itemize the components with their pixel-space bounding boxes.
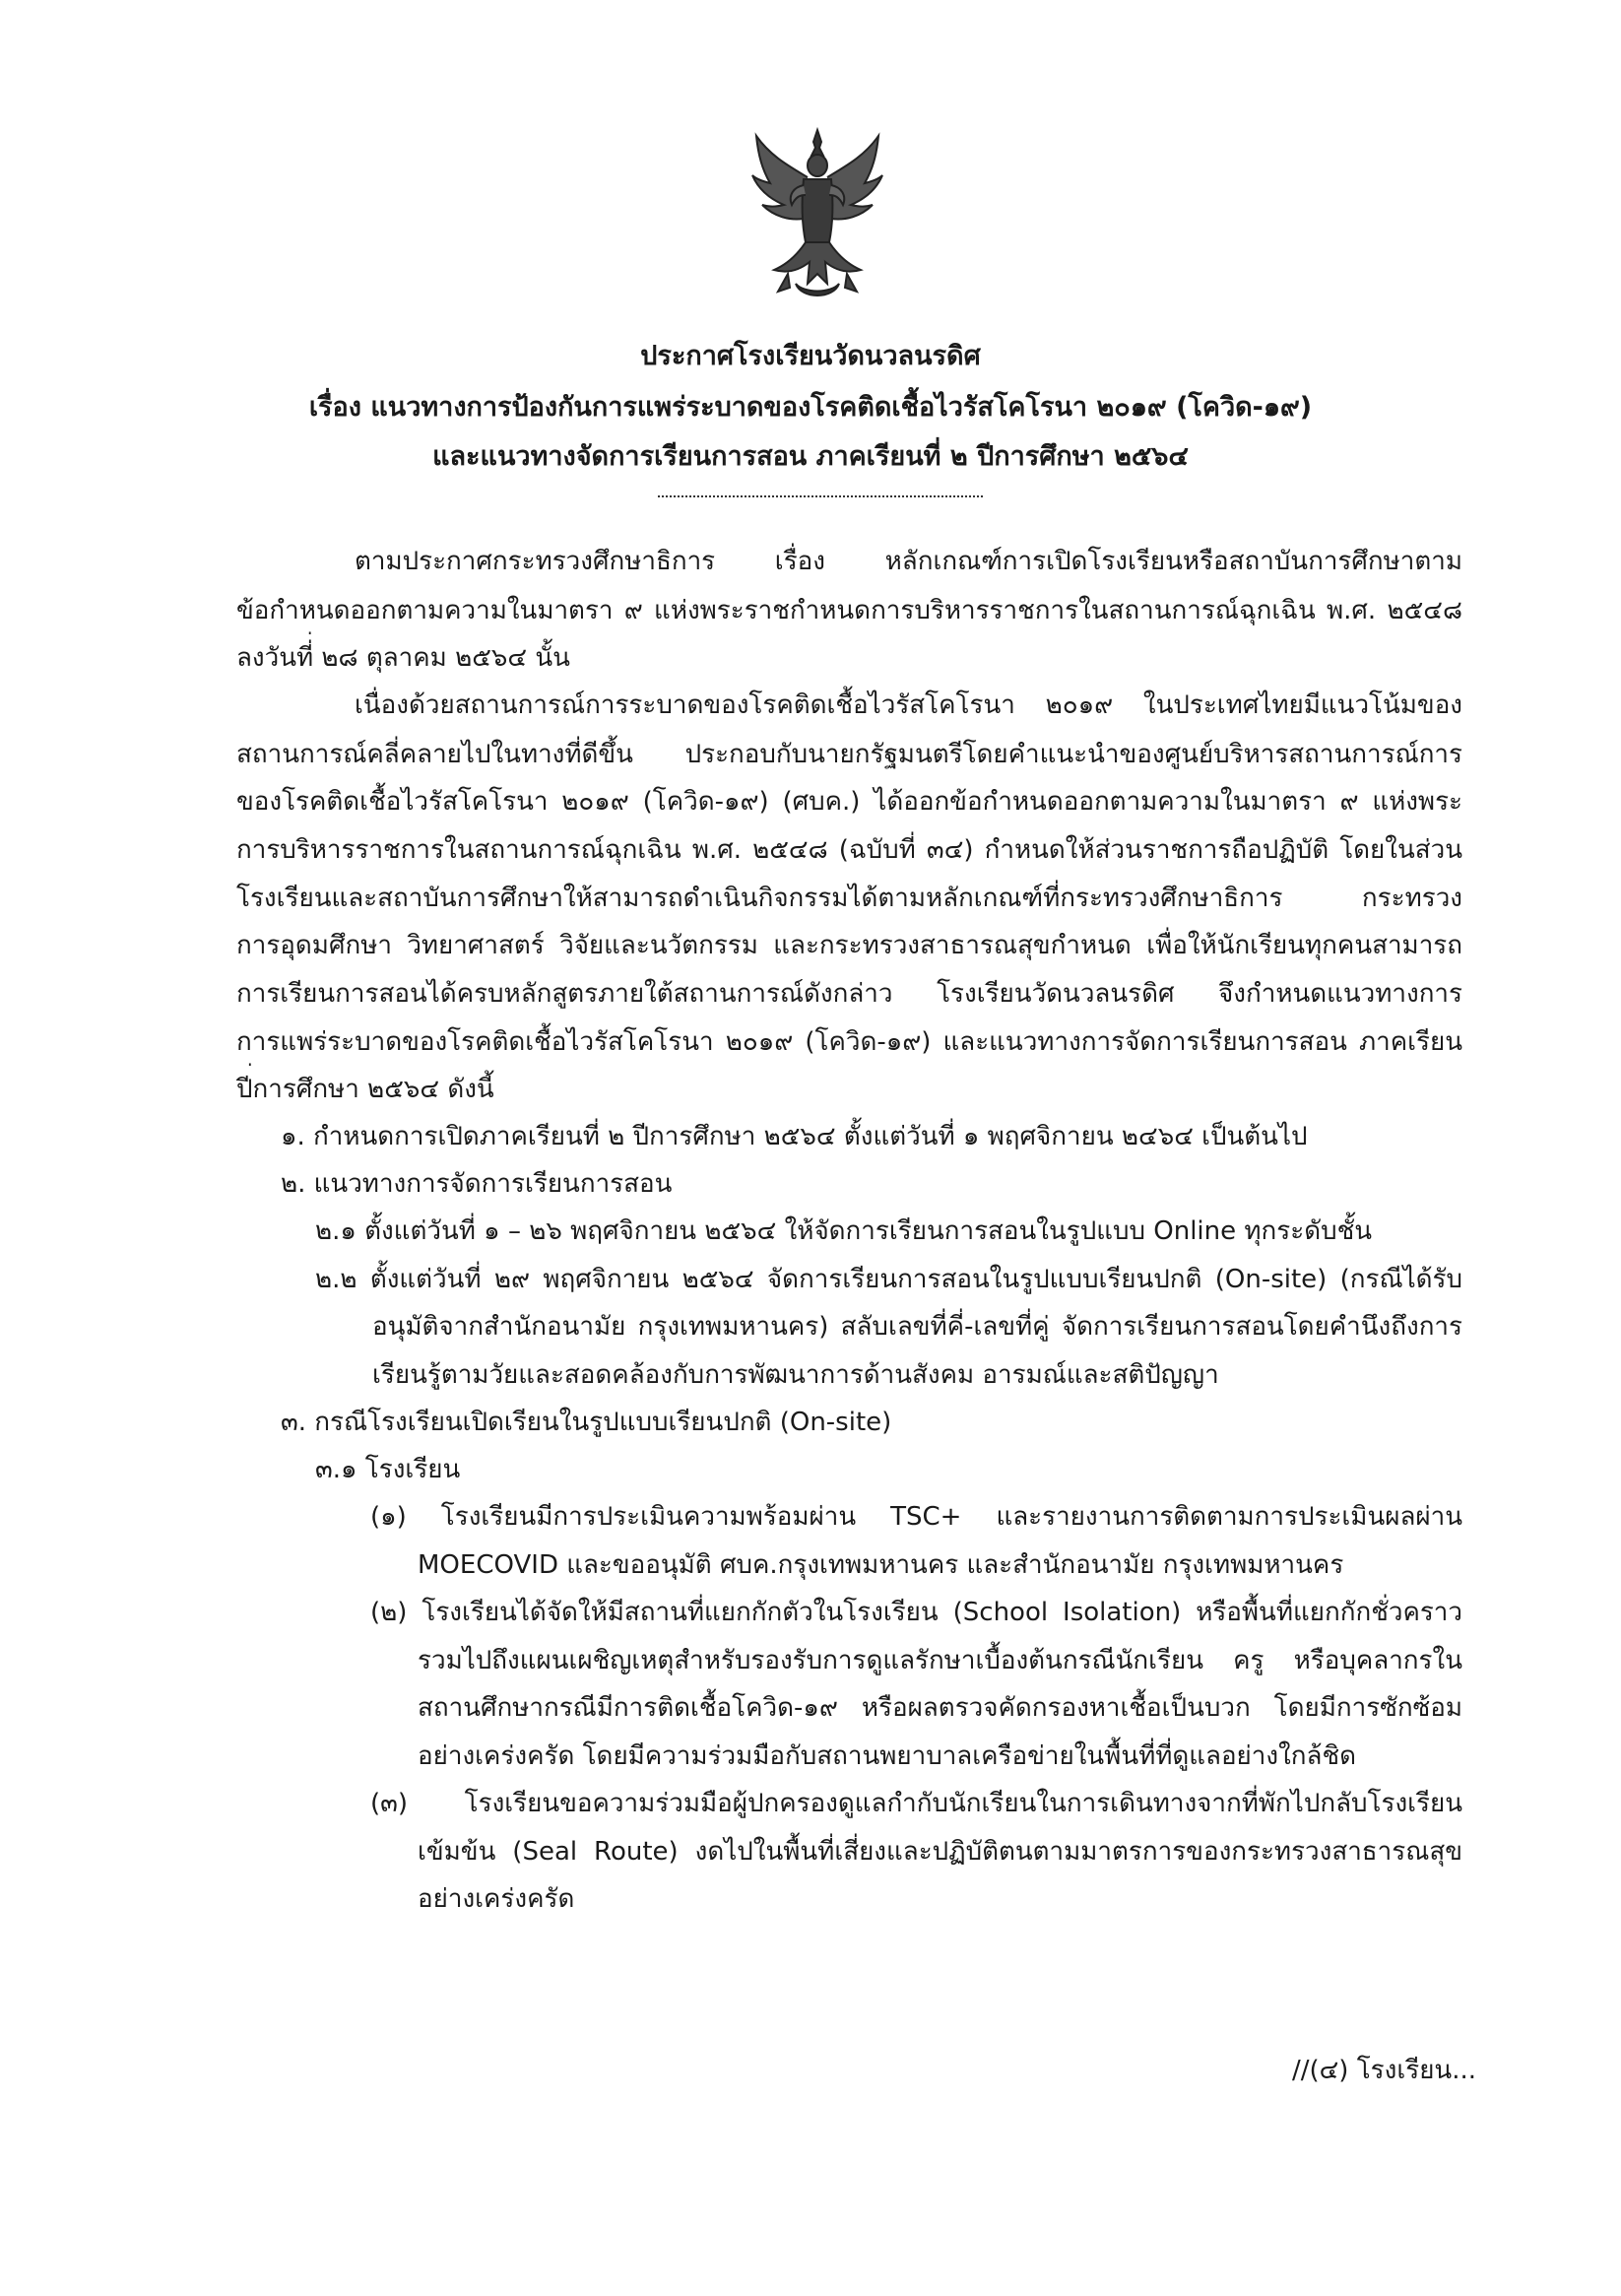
paragraph-line: สถานการณ์คลี่คลายไปในทางที่ดีขึ้น ประกอบกับนายกรัฐมนตรีโดยคำแนะนำของศูนย์บริหารสถานการณ์การ [236, 740, 1462, 769]
paragraph-line: การเรียนการสอนได้ครบหลักสูตรภายใต้สถานการณ์ดังกล่าว โรงเรียนวัดนวลนรดิศ จึงกำหนดแนวทางการ [236, 979, 1462, 1009]
paragraph-line: ของโรคติดเชื้อไวรัสโคโรนา ๒๐๑๙ (โควิด-๑๙) (ศบค.) ได้ออกข้อกำหนดออกตามความในมาตรา ๙ แห่งพระ [236, 787, 1462, 817]
list-item-2-2: ๒.๒ ตั้งแต่วันที่ ๒๙ พฤศจิกายน ๒๕๖๔ จัดการเรียนการสอนในรูปแบบเรียนปกติ (On-site) (กรณีได้รับ [315, 1265, 1462, 1294]
page-continuation-ref: //(๔) โรงเรียน... [1291, 2056, 1476, 2085]
sub-item-3-cont: อย่างเคร่งครัด [418, 1884, 575, 1914]
sub-item-3-cont: เข้มข้น (Seal Route) งดไปในพื้นที่เสี่ยงและปฏิบัติตนตามมาตรการของกระทรวงสาธารณสุข [418, 1837, 1462, 1867]
paragraph-line: การอุดมศึกษา วิทยาศาสตร์ วิจัยและนวัตกรรม และกระทรวงสาธารณสุขกำหนด เพื่อให้นักเรียนทุกคนสามารถ [236, 931, 1462, 960]
garuda-emblem [748, 126, 886, 305]
announcement-title: ประกาศโรงเรียนวัดนวลนรดิศ [640, 341, 981, 371]
sub-item-3: (๓) โรงเรียนขอความร่วมมือผู้ปกครองดูแลกำกับนักเรียนในการเดินทางจากที่พักไปกลับโรงเรียน [370, 1789, 1462, 1818]
paragraph-line: ข้อกำหนดออกตามความในมาตรา ๙ แห่งพระราชกำหนดการบริหารราชการในสถานการณ์ฉุกเฉิน พ.ศ. ๒๕๔๘ [236, 596, 1462, 625]
paragraph-line: ปีการศึกษา ๒๕๖๔ ดังนี้ [236, 1075, 494, 1104]
sub-item-2: (๒) โรงเรียนได้จัดให้มีสถานที่แยกกักตัวในโรงเรียน (School Isolation) หรือพื้นที่แยกกักชั่วคราว [370, 1598, 1462, 1627]
paragraph-line: การบริหารราชการในสถานการณ์ฉุกเฉิน พ.ศ. ๒๕๔๘ (ฉบับที่ ๓๔) กำหนดให้ส่วนราชการถือปฏิบัติ โดยในส่วน [236, 835, 1462, 865]
list-item-3-1: ๓.๑ โรงเรียน [315, 1455, 461, 1484]
sub-item-2-cont: รวมไปถึงแผนเผชิญเหตุสำหรับรองรับการดูแลรักษาเบื้องต้นกรณีนักเรียน ครู หรือบุคลากรใน [418, 1646, 1462, 1675]
list-item-2-1: ๒.๑ ตั้งแต่วันที่ ๑ – ๒๖ พฤศจิกายน ๒๕๖๔ ให้จัดการเรียนการสอนในรูปแบบ Online ทุกระดับชั้น [315, 1216, 1373, 1246]
sub-item-2-cont: อย่างเคร่งครัด โดยมีความร่วมมือกับสถานพยาบาลเครือข่ายในพื้นที่ที่ดูแลอย่างใกล้ชิด [418, 1741, 1356, 1771]
list-item-1: ๑. กำหนดการเปิดภาคเรียนที่ ๒ ปีการศึกษา ๒๕๖๔ ตั้งแต่วันที่ ๑ พฤศจิกายน ๒๔๖๔ เป็นต้นไป [281, 1122, 1308, 1151]
sub-item-1: (๑) โรงเรียนมีการประเมินความพร้อมผ่าน TSC+ และรายงานการติดตามการประเมินผลผ่าน [370, 1502, 1462, 1532]
paragraph-line: ตามประกาศกระทรวงศึกษาธิการ เรื่อง หลักเกณฑ์การเปิดโรงเรียนหรือสถาบันการศึกษาตาม [355, 547, 1462, 576]
announcement-subject-continued: และแนวทางจัดการเรียนการสอน ภาคเรียนที่ ๒ ปีการศึกษา ๒๕๖๔ [432, 441, 1189, 472]
title-dotted-separator [658, 495, 983, 497]
paragraph-line: โรงเรียนและสถาบันการศึกษาให้สามารถดำเนินกิจกรรมได้ตามหลักเกณฑ์ที่กระทรวงศึกษาธิการ กระทรวง [236, 884, 1462, 913]
list-item-3: ๓. กรณีโรงเรียนเปิดเรียนในรูปแบบเรียนปกติ (On-site) [281, 1408, 892, 1437]
list-item-2: ๒. แนวทางการจัดการเรียนการสอน [281, 1169, 673, 1199]
paragraph-line: การแพร่ระบาดของโรคติดเชื้อไวรัสโคโรนา ๒๐๑๙ (โควิด-๑๙) และแนวทางการจัดการเรียนการสอน ภาคเรียน [236, 1027, 1462, 1057]
announcement-subject: เรื่อง แนวทางการป้องกันการแพร่ระบาดของโรคติดเชื้อไวรัสโคโรนา ๒๐๑๙ (โควิด-๑๙) [308, 392, 1313, 423]
paragraph-line: เนื่องด้วยสถานการณ์การระบาดของโรคติดเชื้อไวรัสโคโรนา ๒๐๑๙ ในประเทศไทยมีแนวโน้มของ [355, 690, 1462, 720]
list-item-2-2-cont: เรียนรู้ตามวัยและสอดคล้องกับการพัฒนาการด้านสังคม อารมณ์และสติปัญญา [372, 1360, 1219, 1390]
paragraph-line: ลงวันที่ ๒๘ ตุลาคม ๒๕๖๔ นั้น [236, 643, 570, 673]
sub-item-2-cont: สถานศึกษากรณีมีการติดเชื้อโควิด-๑๙ หรือผลตรวจคัดกรองหาเชื้อเป็นบวก โดยมีการซักซ้อม [418, 1693, 1462, 1723]
sub-item-1-cont: MOECOVID และขออนุมัติ ศบค.กรุงเทพมหานคร และสำนักอนามัย กรุงเทพมหานคร [418, 1550, 1344, 1580]
list-item-2-2-cont: อนุมัติจากสำนักอนามัย กรุงเทพมหานคร) สลับเลขที่คี่-เลขที่คู่ จัดการเรียนการสอนโดยคำนึงถึงการ [372, 1312, 1462, 1342]
